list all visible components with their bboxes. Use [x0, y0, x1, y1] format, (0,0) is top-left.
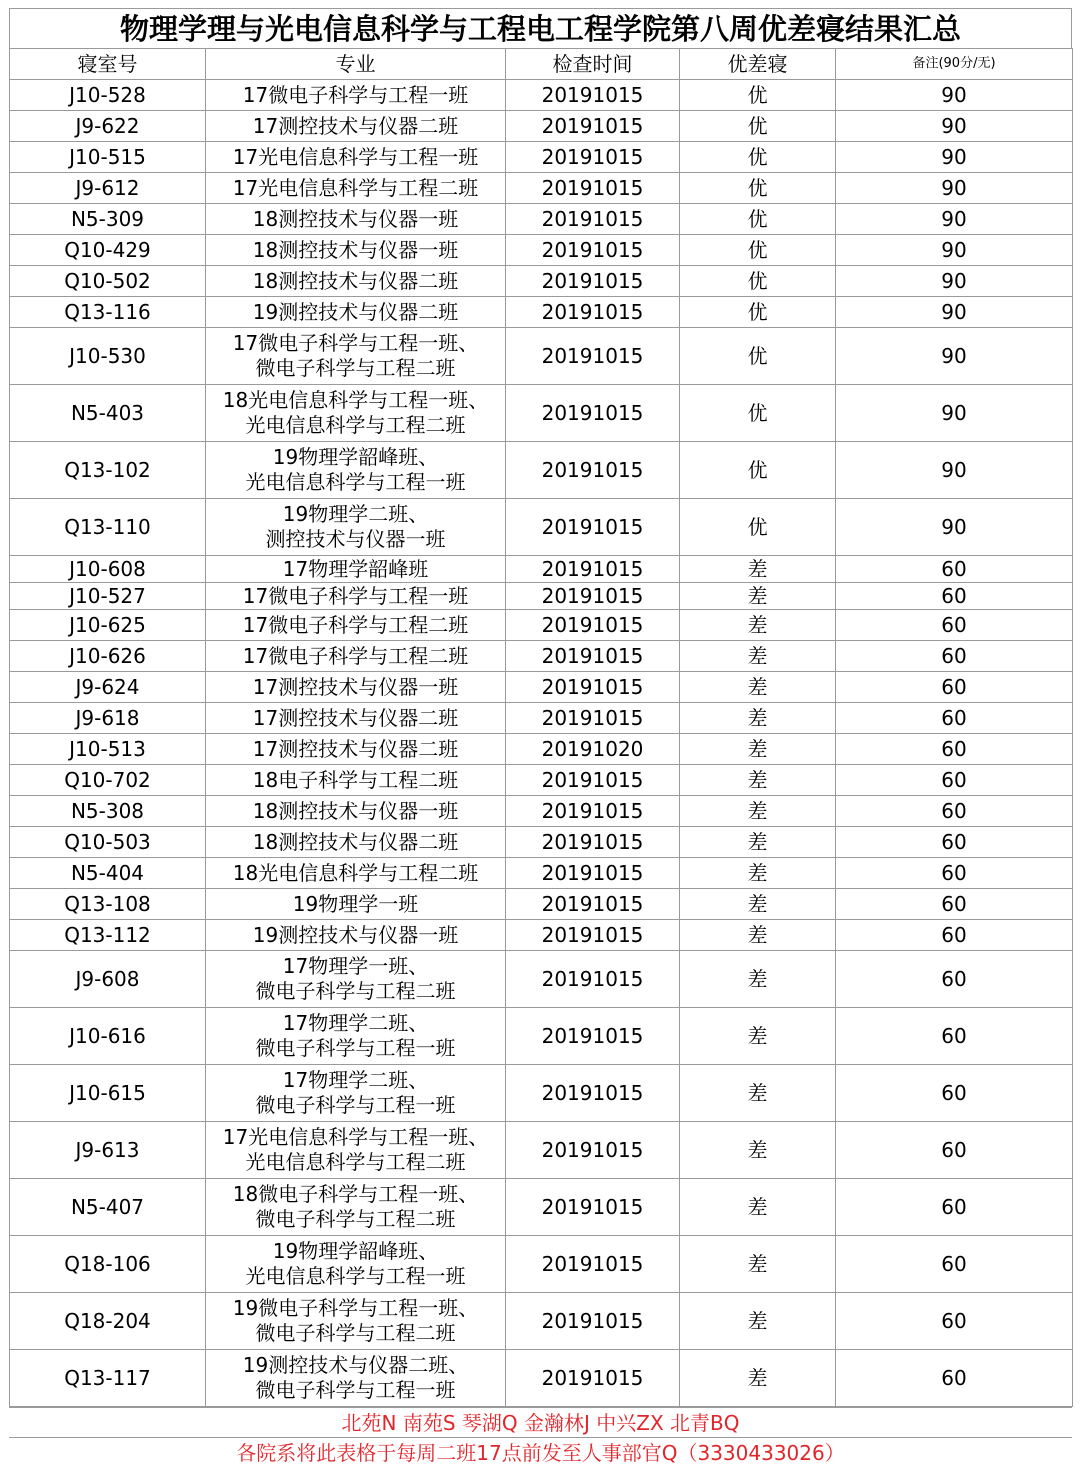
major-line: 17测控技术与仪器二班 — [252, 736, 459, 761]
major-line: 17物理学一班、 — [282, 954, 429, 978]
table-row — [10, 80, 1073, 111]
grade-cell: 差 — [680, 672, 836, 703]
major-cell — [206, 235, 506, 266]
grade-cell: 优 — [680, 173, 836, 204]
grade-cell: 优 — [680, 297, 836, 328]
date-cell: 20191015 — [506, 1350, 680, 1407]
major-cell — [206, 1065, 506, 1122]
major-line: 17微电子科学与工程二班 — [242, 643, 469, 668]
major-line: 19测控技术与仪器二班 — [252, 299, 459, 324]
major-line: 17微电子科学与工程一班 — [242, 82, 469, 107]
major-line: 光电信息科学与工程二班 — [245, 1150, 466, 1174]
grade-cell: 差 — [680, 827, 836, 858]
score-cell: 60 — [836, 641, 1073, 672]
major-line: 17物理学二班、 — [282, 1068, 429, 1092]
major-cell — [206, 827, 506, 858]
header-grade: 优差寝 — [680, 49, 836, 80]
score-cell: 60 — [836, 796, 1073, 827]
major-line: 18电子科学与工程二班 — [252, 767, 459, 792]
score-cell: 90 — [836, 266, 1073, 297]
date-cell: 20191015 — [506, 385, 680, 442]
date-cell: 20191015 — [506, 266, 680, 297]
major-cell — [206, 499, 506, 556]
room-cell: Q13-116 — [10, 297, 206, 328]
header-major: 专业 — [206, 49, 506, 80]
room-cell: J9-622 — [10, 111, 206, 142]
footer-notice: 各院系将此表格于每周二班17点前发至人事部官Q（3330433026） — [9, 1438, 1072, 1469]
grade-cell: 差 — [680, 765, 836, 796]
score-cell: 90 — [836, 173, 1073, 204]
score-cell: 90 — [836, 297, 1073, 328]
score-cell: 90 — [836, 385, 1073, 442]
table-row — [10, 827, 1073, 858]
score-cell: 60 — [836, 1350, 1073, 1407]
grade-cell: 差 — [680, 734, 836, 765]
table-row — [10, 442, 1073, 499]
room-cell: J10-530 — [10, 328, 206, 385]
room-cell: Q18-106 — [10, 1236, 206, 1293]
header-room: 寝室号 — [10, 49, 206, 80]
date-cell: 20191015 — [506, 442, 680, 499]
grade-cell: 差 — [680, 1293, 836, 1350]
major-line: 17微电子科学与工程一班、 — [232, 331, 479, 355]
table-row — [10, 765, 1073, 796]
grade-cell: 优 — [680, 385, 836, 442]
major-cell — [206, 734, 506, 765]
grade-cell: 差 — [680, 1179, 836, 1236]
room-cell: J9-613 — [10, 1122, 206, 1179]
room-cell: Q10-702 — [10, 765, 206, 796]
room-cell: Q10-502 — [10, 266, 206, 297]
score-cell: 60 — [836, 1008, 1073, 1065]
table-row — [10, 1179, 1073, 1236]
major-line: 18测控技术与仪器一班 — [252, 206, 459, 231]
major-line: 19测控技术与仪器二班、 — [242, 1353, 469, 1377]
room-cell: N5-403 — [10, 385, 206, 442]
score-cell: 60 — [836, 556, 1073, 583]
major-line: 光电信息科学与工程二班 — [245, 413, 466, 437]
major-cell — [206, 641, 506, 672]
score-cell: 90 — [836, 328, 1073, 385]
major-line: 17微电子科学与工程二班 — [242, 612, 469, 637]
score-cell: 60 — [836, 827, 1073, 858]
grade-cell: 差 — [680, 1122, 836, 1179]
date-cell: 20191015 — [506, 111, 680, 142]
major-line: 17光电信息科学与工程二班 — [232, 175, 479, 200]
major-cell — [206, 1179, 506, 1236]
date-cell: 20191015 — [506, 827, 680, 858]
major-line: 微电子科学与工程一班 — [255, 1093, 456, 1117]
score-cell: 60 — [836, 672, 1073, 703]
major-cell — [206, 610, 506, 641]
major-line: 19微电子科学与工程一班、 — [232, 1296, 479, 1320]
major-line: 微电子科学与工程一班 — [255, 1378, 456, 1402]
table-row — [10, 889, 1073, 920]
major-cell — [206, 1122, 506, 1179]
grade-cell: 差 — [680, 610, 836, 641]
room-cell: Q13-112 — [10, 920, 206, 951]
major-line: 17光电信息科学与工程一班、 — [222, 1125, 489, 1149]
major-cell — [206, 1236, 506, 1293]
table-row — [10, 111, 1073, 142]
grade-cell: 差 — [680, 951, 836, 1008]
table-row — [10, 583, 1073, 610]
grade-cell: 优 — [680, 328, 836, 385]
grade-cell: 优 — [680, 499, 836, 556]
grade-cell: 差 — [680, 641, 836, 672]
major-cell — [206, 442, 506, 499]
room-cell: J9-612 — [10, 173, 206, 204]
major-line: 17物理学韶峰班 — [282, 556, 429, 581]
major-line: 微电子科学与工程二班 — [255, 1207, 456, 1231]
date-cell: 20191015 — [506, 1065, 680, 1122]
grade-cell: 差 — [680, 1008, 836, 1065]
date-cell: 20191015 — [506, 235, 680, 266]
room-cell: J10-513 — [10, 734, 206, 765]
grade-cell: 差 — [680, 920, 836, 951]
major-cell — [206, 297, 506, 328]
major-cell — [206, 385, 506, 442]
score-cell: 60 — [836, 951, 1073, 1008]
major-cell — [206, 920, 506, 951]
grade-cell: 优 — [680, 142, 836, 173]
table-row — [10, 1065, 1073, 1122]
table-row — [10, 1236, 1073, 1293]
score-cell: 60 — [836, 734, 1073, 765]
major-cell — [206, 1350, 506, 1407]
score-cell: 60 — [836, 1179, 1073, 1236]
score-cell: 60 — [836, 858, 1073, 889]
table-row — [10, 204, 1073, 235]
room-cell: J10-515 — [10, 142, 206, 173]
major-cell — [206, 951, 506, 1008]
footer-notes — [9, 1407, 1072, 1469]
grade-cell: 优 — [680, 266, 836, 297]
score-cell: 90 — [836, 80, 1073, 111]
footer-legend: 北苑N 南苑S 琴湖Q 金瀚林J 中兴ZX 北青BQ — [9, 1408, 1072, 1438]
major-cell — [206, 889, 506, 920]
room-cell: Q18-204 — [10, 1293, 206, 1350]
date-cell: 20191015 — [506, 858, 680, 889]
room-cell: Q13-108 — [10, 889, 206, 920]
major-line: 光电信息科学与工程一班 — [245, 470, 466, 494]
grade-cell: 优 — [680, 235, 836, 266]
score-cell: 60 — [836, 1065, 1073, 1122]
table-row — [10, 1293, 1073, 1350]
room-cell: J9-608 — [10, 951, 206, 1008]
major-line: 17测控技术与仪器一班 — [252, 674, 459, 699]
table-row — [10, 796, 1073, 827]
major-cell — [206, 80, 506, 111]
major-cell — [206, 858, 506, 889]
major-line: 微电子科学与工程二班 — [255, 1321, 456, 1345]
date-cell: 20191015 — [506, 173, 680, 204]
table-row — [10, 556, 1073, 583]
room-cell: N5-308 — [10, 796, 206, 827]
room-cell: J10-616 — [10, 1008, 206, 1065]
major-line: 19物理学韶峰班、 — [272, 1239, 439, 1263]
date-cell: 20191015 — [506, 889, 680, 920]
table-row — [10, 1008, 1073, 1065]
room-cell: N5-407 — [10, 1179, 206, 1236]
date-cell: 20191015 — [506, 951, 680, 1008]
major-cell — [206, 556, 506, 583]
major-cell — [206, 1293, 506, 1350]
major-line: 19测控技术与仪器一班 — [252, 922, 459, 947]
grade-cell: 差 — [680, 583, 836, 610]
major-line: 微电子科学与工程二班 — [255, 356, 456, 380]
grade-cell: 差 — [680, 796, 836, 827]
date-cell: 20191015 — [506, 796, 680, 827]
score-cell: 90 — [836, 442, 1073, 499]
major-line: 17物理学二班、 — [282, 1011, 429, 1035]
grade-cell: 差 — [680, 858, 836, 889]
room-cell: J9-618 — [10, 703, 206, 734]
major-cell — [206, 703, 506, 734]
date-cell: 20191015 — [506, 1008, 680, 1065]
grade-cell: 差 — [680, 1350, 836, 1407]
major-line: 17测控技术与仪器二班 — [252, 705, 459, 730]
room-cell: J10-528 — [10, 80, 206, 111]
header-row — [10, 49, 1073, 80]
room-cell: Q13-102 — [10, 442, 206, 499]
table-row — [10, 266, 1073, 297]
room-cell: N5-404 — [10, 858, 206, 889]
date-cell: 20191015 — [506, 672, 680, 703]
grade-cell: 差 — [680, 1065, 836, 1122]
header-note: 备注(90分/无) — [836, 49, 1073, 80]
date-cell: 20191015 — [506, 703, 680, 734]
score-cell: 60 — [836, 1122, 1073, 1179]
room-cell: Q13-117 — [10, 1350, 206, 1407]
grade-cell: 优 — [680, 442, 836, 499]
major-line: 微电子科学与工程二班 — [255, 979, 456, 1003]
date-cell: 20191015 — [506, 142, 680, 173]
grade-cell: 差 — [680, 1236, 836, 1293]
room-cell: Q10-503 — [10, 827, 206, 858]
score-cell: 60 — [836, 765, 1073, 796]
grade-cell: 优 — [680, 111, 836, 142]
room-cell: Q13-110 — [10, 499, 206, 556]
table-row — [10, 641, 1073, 672]
header-date: 检查时间 — [506, 49, 680, 80]
table-row — [10, 499, 1073, 556]
table-row — [10, 297, 1073, 328]
major-line: 18光电信息科学与工程二班 — [232, 860, 479, 885]
major-line: 17微电子科学与工程一班 — [242, 583, 469, 608]
score-cell: 90 — [836, 111, 1073, 142]
major-line: 光电信息科学与工程一班 — [245, 1264, 466, 1288]
score-cell: 60 — [836, 583, 1073, 610]
score-cell: 60 — [836, 889, 1073, 920]
date-cell: 20191015 — [506, 556, 680, 583]
table-row — [10, 610, 1073, 641]
room-cell: J10-608 — [10, 556, 206, 583]
room-cell: J10-626 — [10, 641, 206, 672]
date-cell: 20191015 — [506, 80, 680, 111]
room-cell: N5-309 — [10, 204, 206, 235]
major-line: 18测控技术与仪器二班 — [252, 829, 459, 854]
major-cell — [206, 111, 506, 142]
table-row — [10, 235, 1073, 266]
major-cell — [206, 765, 506, 796]
table-row — [10, 1350, 1073, 1407]
score-cell: 60 — [836, 610, 1073, 641]
major-line: 19物理学韶峰班、 — [272, 445, 439, 469]
date-cell: 20191015 — [506, 920, 680, 951]
room-cell: Q10-429 — [10, 235, 206, 266]
date-cell: 20191015 — [506, 499, 680, 556]
score-cell: 90 — [836, 204, 1073, 235]
major-cell — [206, 173, 506, 204]
major-line: 18光电信息科学与工程一班、 — [222, 388, 489, 412]
score-cell: 90 — [836, 235, 1073, 266]
major-cell — [206, 796, 506, 827]
major-line: 18测控技术与仪器一班 — [252, 237, 459, 262]
grade-cell: 差 — [680, 889, 836, 920]
score-cell: 60 — [836, 1293, 1073, 1350]
date-cell: 20191015 — [506, 1236, 680, 1293]
major-line: 19物理学一班 — [292, 891, 419, 916]
major-cell — [206, 142, 506, 173]
table-row — [10, 951, 1073, 1008]
room-cell: J10-527 — [10, 583, 206, 610]
date-cell: 20191015 — [506, 583, 680, 610]
date-cell: 20191015 — [506, 765, 680, 796]
major-cell — [206, 672, 506, 703]
dorm-results-table — [9, 48, 1073, 1407]
major-cell — [206, 204, 506, 235]
date-cell: 20191015 — [506, 328, 680, 385]
grade-cell: 差 — [680, 703, 836, 734]
major-cell — [206, 266, 506, 297]
sheet-title: 物理学理与光电信息科学与工程电工程学院第八周优差寝结果汇总 — [9, 8, 1072, 48]
major-line: 19物理学二班、 — [282, 502, 429, 526]
date-cell: 20191015 — [506, 1293, 680, 1350]
major-line: 18测控技术与仪器一班 — [252, 798, 459, 823]
major-line: 微电子科学与工程一班 — [255, 1036, 456, 1060]
major-line: 18测控技术与仪器二班 — [252, 268, 459, 293]
date-cell: 20191015 — [506, 610, 680, 641]
score-cell: 90 — [836, 499, 1073, 556]
date-cell: 20191015 — [506, 1179, 680, 1236]
table-row — [10, 385, 1073, 442]
grade-cell: 差 — [680, 556, 836, 583]
major-line: 17测控技术与仪器二班 — [252, 113, 459, 138]
score-cell: 60 — [836, 1236, 1073, 1293]
table-row — [10, 173, 1073, 204]
room-cell: J10-625 — [10, 610, 206, 641]
table-row — [10, 142, 1073, 173]
date-cell: 20191015 — [506, 204, 680, 235]
major-cell — [206, 583, 506, 610]
room-cell: J9-624 — [10, 672, 206, 703]
major-cell — [206, 328, 506, 385]
date-cell: 20191015 — [506, 641, 680, 672]
date-cell: 20191015 — [506, 297, 680, 328]
spreadsheet — [9, 8, 1072, 1469]
major-cell — [206, 1008, 506, 1065]
grade-cell: 优 — [680, 204, 836, 235]
major-line: 测控技术与仪器一班 — [265, 527, 446, 551]
table-row — [10, 858, 1073, 889]
table-row — [10, 734, 1073, 765]
score-cell: 60 — [836, 920, 1073, 951]
table-row — [10, 672, 1073, 703]
major-line: 18微电子科学与工程一班、 — [232, 1182, 479, 1206]
score-cell: 90 — [836, 142, 1073, 173]
table-body — [10, 80, 1073, 1407]
major-line: 17光电信息科学与工程一班 — [232, 144, 479, 169]
table-row — [10, 920, 1073, 951]
grade-cell: 优 — [680, 80, 836, 111]
table-row — [10, 703, 1073, 734]
score-cell: 60 — [836, 703, 1073, 734]
table-row — [10, 328, 1073, 385]
date-cell: 20191020 — [506, 734, 680, 765]
date-cell: 20191015 — [506, 1122, 680, 1179]
room-cell: J10-615 — [10, 1065, 206, 1122]
table-row — [10, 1122, 1073, 1179]
